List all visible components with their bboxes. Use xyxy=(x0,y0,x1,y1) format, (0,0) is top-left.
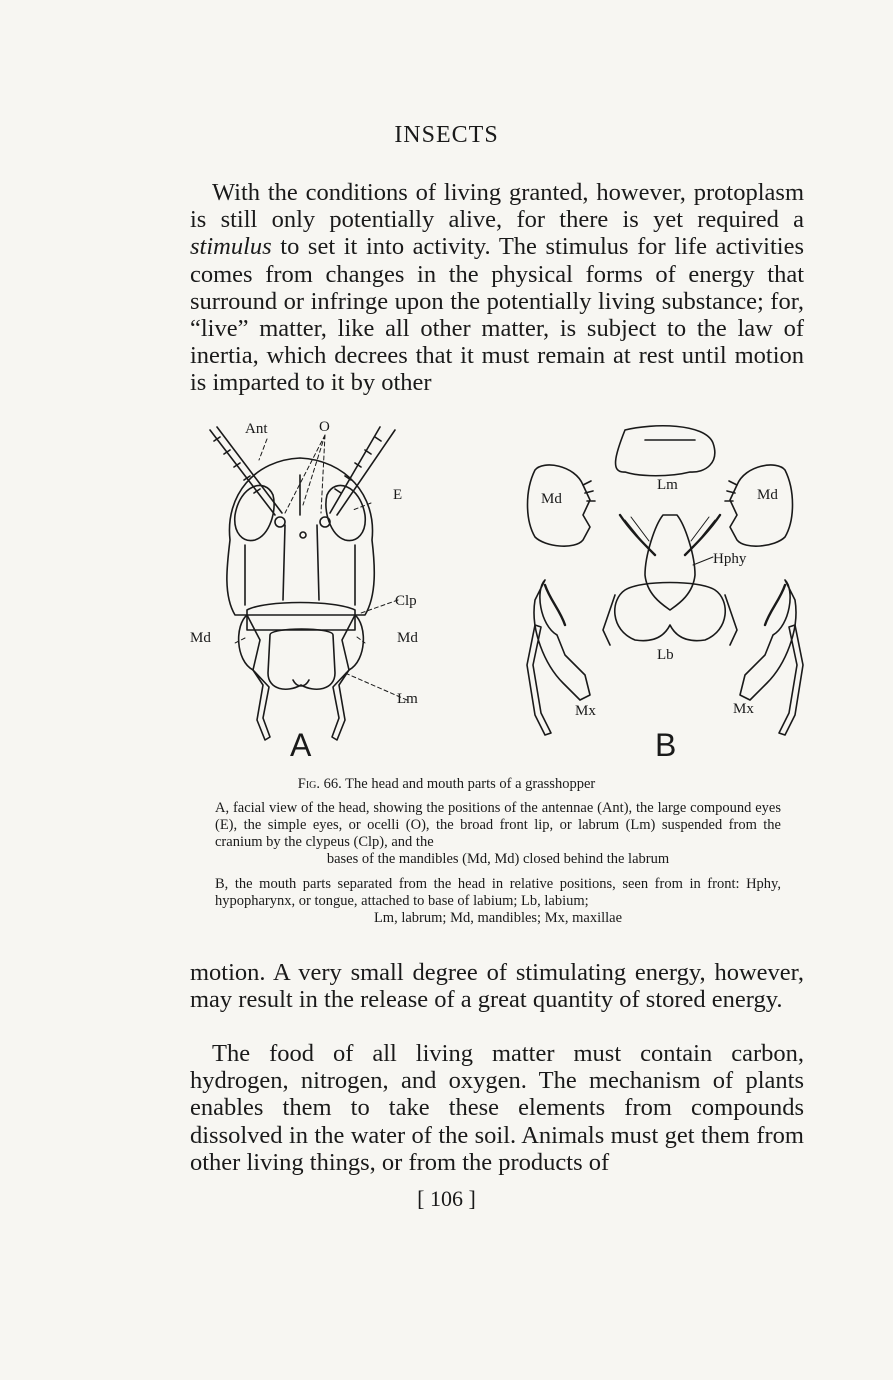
paragraph-1-text-a: With the conditions of living granted, however, protoplasm is still only potentially alive, for there is yet required a xyxy=(190,179,804,234)
figure-title: The head and mouth parts of a grasshopper xyxy=(345,776,596,792)
label-clypeus: Clp xyxy=(395,593,417,609)
label-ant: Ant xyxy=(245,421,268,437)
figure-number: Fig. 66. xyxy=(297,776,342,792)
panel-b-letter: B xyxy=(655,727,677,763)
label-mandible-left-b: Md xyxy=(541,491,562,507)
panel-a-letter: A xyxy=(290,727,312,763)
caption-a-last-line: bases of the mandibles (Md, Md) closed behind the labrum xyxy=(326,851,670,867)
page-number: [ 106 ] xyxy=(417,1186,476,1211)
label-mandible-left-a: Md xyxy=(190,630,211,646)
label-labrum-b: Lm xyxy=(657,477,678,493)
panel-b-drawing xyxy=(527,426,803,735)
label-eye: E xyxy=(393,487,403,503)
caption-panel-b xyxy=(215,876,781,927)
paragraph-3-text: The food of all living matter must contain carbon, hydrogen, nitrogen, and oxygen. The mechanism of plants enables them to take these elements from compounds dissolved in the water of the soil. Animals must get them from other living things, or from the products of xyxy=(190,1040,804,1176)
label-mandible-right-b: Md xyxy=(757,487,778,503)
caption-b-text: B, the mouth parts separated from the head in relative positions, seen from in front: Hphy, hypopharynx, or tongue, attached to base of labium; Lb, labium; xyxy=(215,876,781,909)
label-hypopharynx: Hphy xyxy=(713,551,747,567)
caption-panel-a xyxy=(215,800,781,868)
panel-a-drawing xyxy=(210,427,407,740)
label-maxilla-left: Mx xyxy=(575,703,596,719)
label-maxilla-right: Mx xyxy=(733,701,754,717)
paragraph-1-italic: stimulus xyxy=(190,233,272,261)
label-labium: Lb xyxy=(657,647,674,663)
grasshopper-head-illustration xyxy=(185,415,815,770)
page-title: INSECTS xyxy=(394,122,499,148)
label-mandible-right-a: Md xyxy=(397,630,418,646)
caption-b-last-line: Lm, labrum; Md, mandibles; Mx, maxillae xyxy=(373,910,623,926)
figure-66 xyxy=(185,415,815,770)
caption-a-text: A, facial view of the head, showing the positions of the antennae (Ant), the large compound eyes (E), the simple eyes, or ocelli (O), the broad front lip, or labrum (Lm) suspended from the cranium by the clypeus (Clp), and the xyxy=(215,800,781,850)
paragraph-1 xyxy=(190,179,804,397)
paragraph-2: motion. A very small degree of stimulating energy, however, may result in the release of a great quantity of stored energy. xyxy=(190,959,804,1014)
paragraph-3 xyxy=(190,1040,804,1176)
label-labrum-a: Lm xyxy=(397,691,418,707)
figure-caption-title xyxy=(0,776,893,793)
label-ocelli: O xyxy=(319,419,330,435)
paragraph-1-text-b: to set it into activity. The stimulus for life activities comes from changes in the physical forms of energy that surround or infringe upon the potentially living substance; for, “live” matter, like all other matter, is subject to the law of inertia, which decrees that it must remain at rest until motion is imparted to it by other xyxy=(190,233,804,397)
